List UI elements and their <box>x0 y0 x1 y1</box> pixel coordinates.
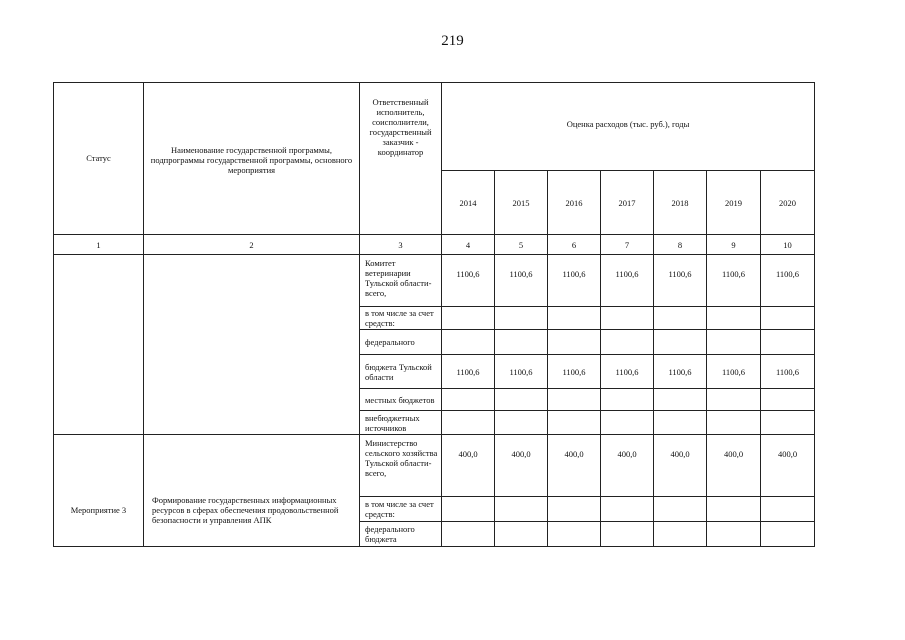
value-cell: 400,0 <box>654 435 707 497</box>
value-cell: 1100,6 <box>601 255 654 307</box>
executor-cell: внебюджетных источников <box>360 411 442 435</box>
value-cell: 1100,6 <box>442 255 495 307</box>
value-cell <box>707 497 761 522</box>
value-cell <box>548 411 601 435</box>
value-cell <box>548 497 601 522</box>
column-number: 10 <box>761 235 815 255</box>
year-2015: 2015 <box>495 171 548 235</box>
value-cell: 1100,6 <box>761 255 815 307</box>
table-row <box>54 435 815 497</box>
value-cell <box>761 330 815 355</box>
value-cell <box>442 330 495 355</box>
value-cell <box>442 389 495 411</box>
page-number: 219 <box>441 33 464 49</box>
value-cell: 1100,6 <box>654 355 707 389</box>
value-cell: 1100,6 <box>707 255 761 307</box>
column-number: 2 <box>144 235 360 255</box>
column-number: 5 <box>495 235 548 255</box>
value-cell <box>601 497 654 522</box>
value-cell <box>442 307 495 330</box>
column-number: 8 <box>654 235 707 255</box>
value-cell: 1100,6 <box>548 355 601 389</box>
year-2017: 2017 <box>601 171 654 235</box>
value-cell: 1100,6 <box>548 255 601 307</box>
value-cell <box>495 522 548 547</box>
column-number: 4 <box>442 235 495 255</box>
header-status: Статус <box>54 83 144 235</box>
value-cell <box>707 411 761 435</box>
value-cell <box>654 522 707 547</box>
year-2018: 2018 <box>654 171 707 235</box>
executor-cell: Министерство сельского хозяйства Тульской области- всего, <box>360 435 442 497</box>
value-cell: 400,0 <box>601 435 654 497</box>
header-cost-estimate: Оценка расходов (тыс. руб.), годы <box>442 83 815 171</box>
value-cell <box>548 522 601 547</box>
value-cell <box>707 330 761 355</box>
column-number: 3 <box>360 235 442 255</box>
value-cell: 400,0 <box>548 435 601 497</box>
value-cell <box>601 522 654 547</box>
status-cell-empty <box>54 255 144 435</box>
column-number: 9 <box>707 235 761 255</box>
value-cell <box>601 330 654 355</box>
executor-cell: местных бюджетов <box>360 389 442 411</box>
value-cell <box>548 330 601 355</box>
name-cell-empty <box>144 255 360 435</box>
value-cell <box>761 522 815 547</box>
value-cell <box>761 389 815 411</box>
header-row <box>54 83 815 171</box>
value-cell: 1100,6 <box>442 355 495 389</box>
value-cell <box>654 307 707 330</box>
table-row <box>54 255 815 307</box>
year-2016: 2016 <box>548 171 601 235</box>
executor-cell: в том числе за счет средств: <box>360 307 442 330</box>
value-cell <box>495 389 548 411</box>
value-cell: 1100,6 <box>707 355 761 389</box>
value-cell: 1100,6 <box>654 255 707 307</box>
value-cell <box>548 307 601 330</box>
event-status: Мероприятие 3 <box>54 435 144 547</box>
header-program-name: Наименование государственной программы, подпрограммы государственной программы, основного мероприятия <box>144 83 360 235</box>
executor-cell: Комитет ветеринарии Тульской области- всего, <box>360 255 442 307</box>
executor-cell: бюджета Тульской области <box>360 355 442 389</box>
value-cell <box>761 307 815 330</box>
value-cell: 1100,6 <box>495 255 548 307</box>
year-2014: 2014 <box>442 171 495 235</box>
value-cell <box>654 497 707 522</box>
value-cell <box>601 307 654 330</box>
budget-table <box>53 82 815 547</box>
value-cell: 1100,6 <box>495 355 548 389</box>
column-number: 7 <box>601 235 654 255</box>
value-cell <box>654 389 707 411</box>
value-cell <box>442 497 495 522</box>
value-cell <box>654 411 707 435</box>
value-cell <box>654 330 707 355</box>
value-cell: 1100,6 <box>761 355 815 389</box>
executor-cell: в том числе за счет средств: <box>360 497 442 522</box>
value-cell <box>707 307 761 330</box>
value-cell <box>548 389 601 411</box>
value-cell: 1100,6 <box>601 355 654 389</box>
value-cell <box>707 389 761 411</box>
column-number: 6 <box>548 235 601 255</box>
value-cell: 400,0 <box>761 435 815 497</box>
executor-cell: федерального бюджета <box>360 522 442 547</box>
value-cell <box>495 411 548 435</box>
value-cell <box>601 389 654 411</box>
executor-cell: федерального <box>360 330 442 355</box>
value-cell <box>495 307 548 330</box>
value-cell <box>761 497 815 522</box>
year-2020: 2020 <box>761 171 815 235</box>
value-cell <box>442 522 495 547</box>
value-cell <box>495 497 548 522</box>
value-cell <box>761 411 815 435</box>
value-cell <box>601 411 654 435</box>
event-name: Формирование государственных информационных ресурсов в сферах обеспечения продовольственной безопасности и управления АПК <box>144 435 360 547</box>
column-number-row <box>54 235 815 255</box>
column-number: 1 <box>54 235 144 255</box>
value-cell: 400,0 <box>495 435 548 497</box>
value-cell <box>495 330 548 355</box>
value-cell: 400,0 <box>442 435 495 497</box>
header-executor: Ответственный исполнитель, соисполнители, государственный заказчик - координатор <box>360 83 442 235</box>
value-cell <box>707 522 761 547</box>
year-2019: 2019 <box>707 171 761 235</box>
value-cell <box>442 411 495 435</box>
value-cell: 400,0 <box>707 435 761 497</box>
